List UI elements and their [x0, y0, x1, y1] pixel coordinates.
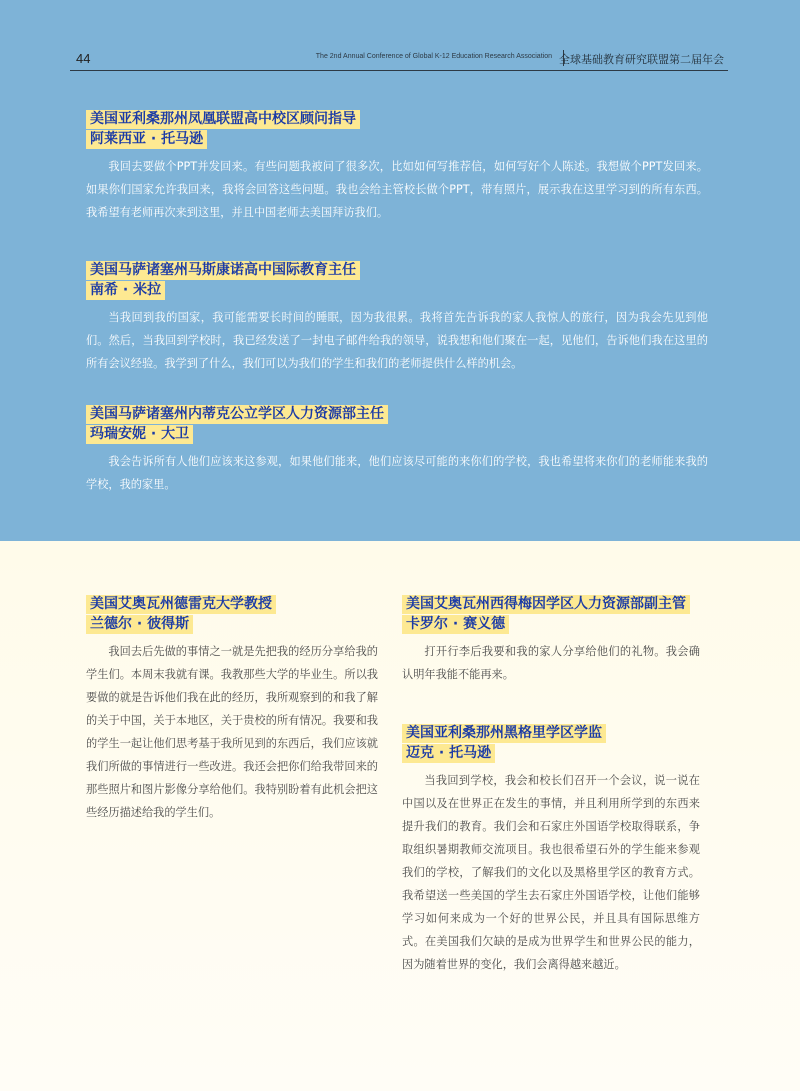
speaker-title: 美国艾奥瓦州西得梅因学区人力资源部副主管 [402, 595, 690, 614]
page-number: 44 [76, 51, 91, 66]
speaker-name: 兰德尔 · 彼得斯 [86, 615, 193, 634]
speaker-title: 美国马萨诸塞州马斯康诺高中国际教育主任 [86, 261, 360, 280]
speaker-name: 南希 · 米拉 [86, 281, 165, 300]
speaker-title: 美国亚利桑那州黑格里学区学监 [402, 724, 606, 743]
quote-text: 我回去要做个PPT并发回来。有些问题我被问了很多次，比如如何写推荐信，如何写好个人陈述。我想做个PPT发回来。 如果你们国家允许我回来，我将会回答这些问题。我也会给主管校长做个PPT，带有照片，展示我在这里学习到的所有东西。我希望有老师再次来到这里，并且中国老师去美国拜访我们。 [86, 160, 708, 219]
quote-section-1 [86, 110, 708, 224]
quote-text: 当我回到学校，我会和校长们召开一个会议，说一说在中国以及在世界正在发生的事情，并且利用所学到的东西来提升我们的教育。我们会和石家庄外国语学校取得联系，争取组织暑期教师交流项目。我也很希望石外的学生能来参观我们的学校，了解我们的文化以及黑格里学区的教育方式。我希望送一些美国的学生去石家庄外国语学校，让他们能够学习如何来成为一个好的世界公民，并且具有国际思维方式。在美国我们欠缺的是成为世界学生和世界公民的能力，因为随着世界的变化，我们会离得越来越近。 [402, 774, 700, 971]
speaker-name: 玛瑞安妮 · 大卫 [86, 425, 193, 444]
conference-title-cn: 全球基础教育研究联盟第二届年会 [559, 53, 724, 66]
quote-section-4 [86, 595, 378, 824]
quote-section-2 [86, 261, 708, 375]
speaker-title: 美国马萨诸塞州内蒂克公立学区人力资源部主任 [86, 405, 388, 424]
page-header [70, 46, 728, 71]
speaker-title: 美国艾奥瓦州德雷克大学教授 [86, 595, 276, 614]
quote-text: 当我回到我的国家，我可能需要长时间的睡眠，因为我很累。我将首先告诉我的家人我惊人的旅行，因为我会先见到他们。然后，当我回到学校时，我已经发送了一封电子邮件给我的领导，说我想和他们聚在一起，见他们，告诉他们我在这里的所有会议经验。我学到了什么，我们可以为我们的学生和我们的老师提供什么样的机会。 [86, 311, 708, 370]
quote-text: 我会告诉所有人他们应该来这参观，如果他们能来，他们应该尽可能的来你们的学校，我也希望将来你们的老师能来我的学校，我的家里。 [86, 455, 708, 491]
speaker-title: 美国亚利桑那州凤凰联盟高中校区顾问指导 [86, 110, 360, 129]
conference-title-en: The 2nd Annual Conference of Global K-12 Education Research Association [315, 53, 552, 60]
quote-section-6 [402, 724, 700, 976]
speaker-name: 迈克 · 托马逊 [402, 744, 495, 763]
quote-section-5 [402, 595, 700, 686]
quote-text: 我回去后先做的事情之一就是先把我的经历分享给我的学生们。本周末我就有课。我教那些大学的毕业生。所以我要做的就是告诉他们我在此的经历，我所观察到的和我了解的关于中国，关于本地区，关于贵校的所有情况。我要和我的学生一起让他们思考基于我所见到的东西后，我们应该就我们所做的事情进行一些改进。我还会把你们给我带回来的那些照片和图片影像分享给他们。我特别盼着有此机会把这些经历描述给我的学生们。 [86, 645, 378, 819]
speaker-name: 阿莱西亚 · 托马逊 [86, 130, 207, 149]
quote-section-3 [86, 405, 708, 496]
speaker-name: 卡罗尔 · 赛义德 [402, 615, 509, 634]
quote-text: 打开行李后我要和我的家人分享给他们的礼物。我会确认明年我能不能再来。 [402, 645, 700, 681]
